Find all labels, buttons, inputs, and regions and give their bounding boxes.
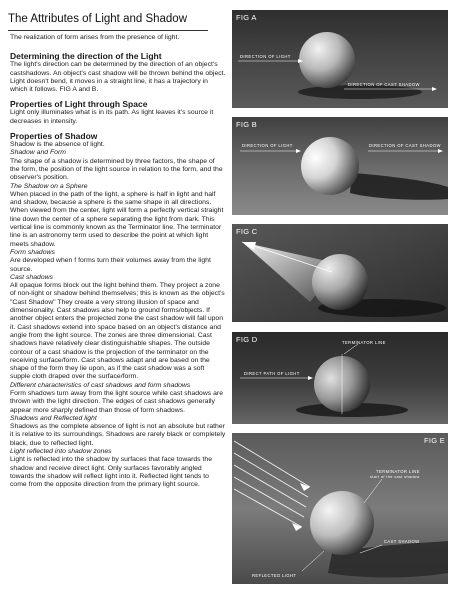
figure-d-terminator-label: TERMINATOR LINE bbox=[342, 340, 386, 345]
figure-e bbox=[232, 433, 448, 584]
body-different: Form shadows turn away from the light source while cast shadows are thrown with the light direction. The edges of cast shadows generally appear more sharply defined than those of form shadows. bbox=[10, 389, 224, 414]
heading-shadow-form: Shadow and Form bbox=[10, 149, 66, 157]
heading-properties-shadow: Properties of Shadow bbox=[10, 131, 98, 142]
body-cast-shadows: All opaque forms block out the light behind them. They project a zone of non-light or shadow behind themselves; this is known as the object's "Cast Shadow" They create a very strong illusion of space and dimensionality. Cast shadows also help to ground forms/objects. If another object enters the projected zone the cast shadow will fall upon it. Cast shadows extend into space based on an object's distance and angle from the light source. The zones are three dimensional. Cast shadows have relatively clear distinguishable shapes. The outside contour of a cast shadow is the projection of the terminator on the receiving surface/form. Cast shadows adapt and are based on the shape of the form they lie upon, as if the cast shadow was a soft supple cloth draped over the surface/form. bbox=[10, 282, 225, 381]
article-text bbox=[10, 34, 226, 490]
figure-d-label: FIG D bbox=[236, 335, 258, 344]
body-direction: The light's direction can be determined by the direction of an object's castshadows. An object's cast shadow will be thrown behind the object. Light doesn't bend, it moves in a straight line, it has a trajectory in which it follows. FIG A and B. bbox=[10, 61, 226, 94]
figure-e-terminator-sublabel: start of the cast shadow bbox=[370, 475, 420, 479]
intro-text: The realization of form arises from the presence of light. bbox=[10, 34, 180, 41]
heading-direction: Determining the direction of the Light bbox=[10, 51, 162, 62]
figure-a-light-label: DIRECTION OF LIGHT bbox=[240, 54, 291, 59]
figure-b bbox=[232, 117, 448, 215]
figure-d-light-label: DIRECT PATH OF LIGHT bbox=[244, 371, 300, 376]
heading-sphere: The Shadow on a Sphere bbox=[10, 182, 88, 190]
figure-e-illustration bbox=[232, 433, 448, 584]
heading-different: Different characteristics of cast shadows and form shadows bbox=[10, 381, 191, 389]
body-reflected: Shadows as the complete absence of light is not an absolute but rather it is relative to its surroundings. Shadows are rarely black or completely black, due to reflected light. bbox=[10, 423, 226, 447]
body-properties-light: Light only illuminates what is in its path. As light leaves it's source it decreases in intensity. bbox=[10, 109, 214, 125]
heading-reflected: Shadows and Reflected light bbox=[10, 414, 97, 422]
body-properties-shadow: Shadow is the absence of light. bbox=[10, 141, 105, 149]
figure-b-light-label: DIRECTION OF LIGHT bbox=[242, 143, 293, 148]
figure-b-shadow-label: DIRECTION OF CAST SHADOW bbox=[369, 143, 441, 148]
figure-e-terminator-label: TERMINATOR LINE bbox=[376, 469, 420, 474]
page-title: The Attributes of Light and Shadow bbox=[8, 8, 208, 31]
figure-a-illustration bbox=[232, 10, 448, 108]
figure-b-label: FIG B bbox=[236, 120, 258, 129]
body-form-shadows: Are developed when f forms turn their volumes away from the light source. bbox=[10, 257, 211, 273]
heading-cast-shadows: Cast shadows bbox=[10, 273, 53, 281]
heading-reflected-zones: Light reflected into shadow zones bbox=[10, 448, 112, 456]
heading-properties-light: Properties of Light through Space bbox=[10, 99, 148, 110]
figure-e-label: FIG E bbox=[424, 436, 446, 445]
figure-a-label: FIG A bbox=[236, 13, 257, 22]
figure-e-reflected-label: REFLECTED LIGHT bbox=[252, 573, 297, 578]
body-shadow-form: The shape of a shadow is determined by three factors, the shape of the form, the position of the light source in relation to the form, and the observer's position. bbox=[10, 157, 223, 182]
body-reflected-zones: Light is reflected into the shadow by surfaces that face towards the shadow and receive direct light. Only surfaces favorably angled towards the shadow will reflect light into it. Reflected light tends to come from the opposite direction from the primary light source. bbox=[10, 456, 213, 489]
figure-b-illustration bbox=[232, 117, 448, 215]
figure-a bbox=[232, 10, 448, 108]
figure-c-label: FIG C bbox=[236, 227, 258, 236]
figure-e-cast-label: CAST SHADOW bbox=[384, 539, 420, 544]
heading-form-shadows: Form shadows bbox=[10, 248, 55, 256]
figure-c bbox=[232, 224, 448, 322]
figure-d bbox=[232, 332, 448, 424]
figure-d-illustration bbox=[232, 332, 448, 424]
figure-c-illustration bbox=[232, 224, 448, 322]
body-sphere: When placed in the path of the light, a sphere is half in light and half and shadow, because a sphere is the same shape in all directions. When viewed from the center, light will form a perfectly vertical straight line down the center of a sphere separating the light from dark. This vertical line is commonly known as the Terminator line. The terminator line is an astronomy term used to describe the point at which light meets shadow. bbox=[10, 190, 224, 248]
figure-a-shadow-label: DIRECTION OF CAST SHADOW bbox=[348, 82, 420, 87]
